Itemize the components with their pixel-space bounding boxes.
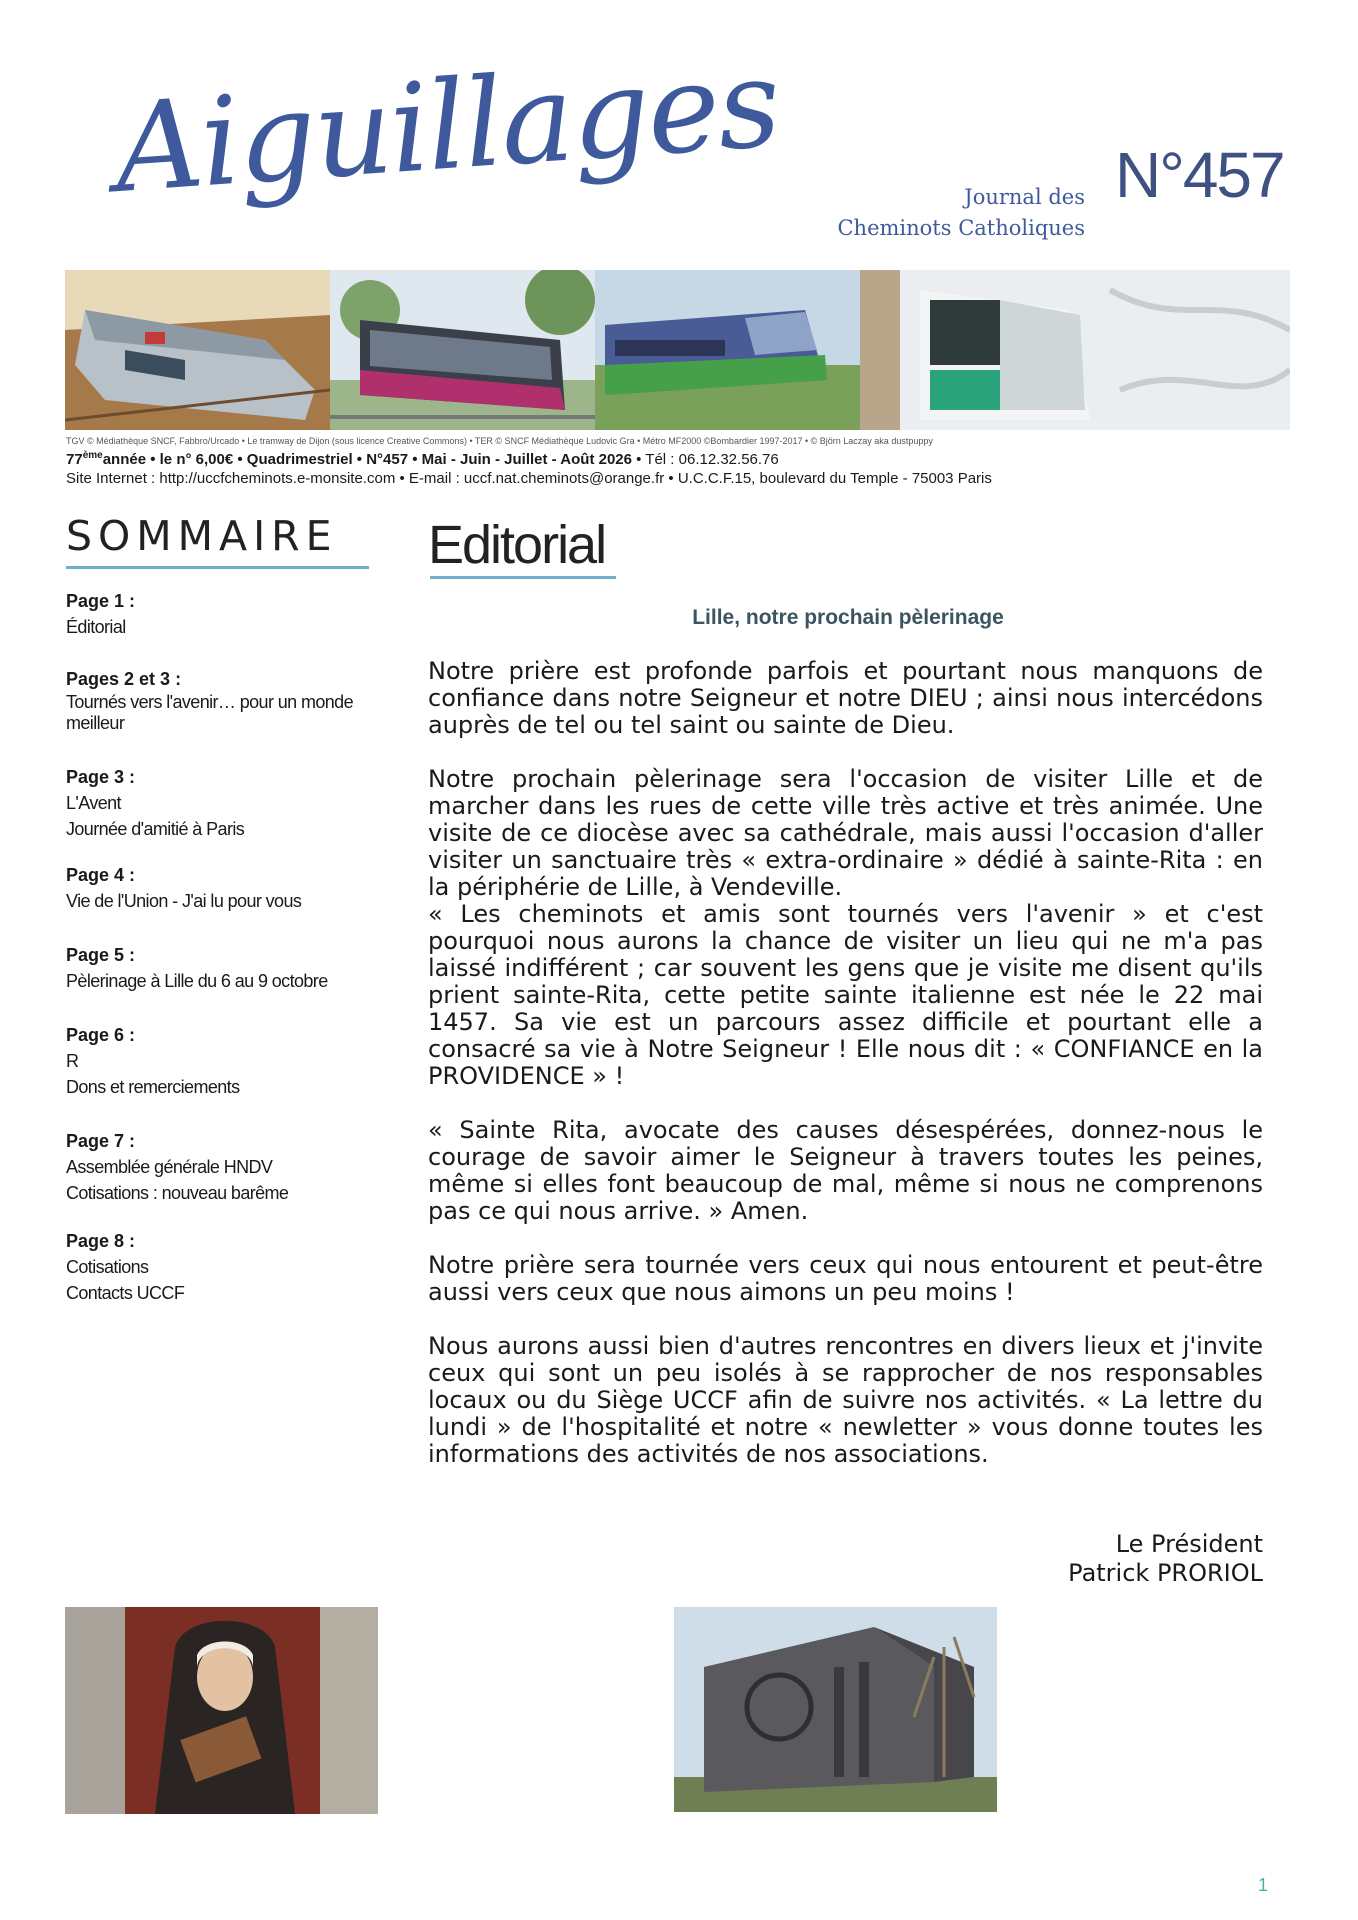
toc-page: Page 6 : bbox=[66, 1025, 136, 1045]
subtitle-line-2: Cheminots Catholiques bbox=[837, 216, 1085, 240]
signature bbox=[840, 1530, 1263, 1588]
signature-role: Le Président bbox=[1115, 1530, 1263, 1558]
year-suffix: ème bbox=[82, 450, 103, 461]
tgv-photo bbox=[65, 270, 330, 430]
toc-page: Pages 2 et 3 : bbox=[66, 669, 182, 689]
toc-line: Journée d'amitié à Paris bbox=[66, 819, 245, 839]
page-number: 1 bbox=[1258, 1875, 1269, 1895]
editorial-paragraph: « Sainte Rita, avocate des causes désespérées, donnez-nous le courage de savoir aimer le Seigneur à travers toutes les peines, même si elles font beaucoup de mal, même si nous ne comprenons pas ce qui nous arrive. » Amen. bbox=[428, 1116, 1263, 1225]
tramway-photo bbox=[330, 270, 595, 430]
sainte-rita-image bbox=[65, 1607, 378, 1814]
toc-page: Page 4 : bbox=[66, 865, 136, 885]
journal-logo: Aiguillages bbox=[110, 31, 783, 221]
contact-info[interactable]: Site Internet : http://uccfcheminots.e-monsite.com • E-mail : uccf.nat.cheminots@orange.fr • U.C.C.F.15, boulevard du Temple - 75003 Paris bbox=[66, 470, 992, 487]
toc-entry[interactable] bbox=[66, 1228, 386, 1306]
toc-line: Cotisations bbox=[66, 1257, 149, 1277]
editorial-paragraph: Nous aurons aussi bien d'autres rencontres en divers lieux et j'invite ceux qui sont un peu isolés à se rapprocher de nos responsables locaux ou du Siège UCCF afin de suivre nos activités. « La lettre du lundi » de l'hospitalité et notre « newletter » vous donne toutes les informations des activités de nos associations. bbox=[428, 1332, 1263, 1468]
toc-entry[interactable] bbox=[66, 588, 386, 640]
table-of-contents bbox=[66, 588, 386, 1326]
editorial-paragraph: Notre prochain pèlerinage sera l'occasion de visiter Lille et de marcher dans les rues de cette ville très active et très animée. Une visite de ce diocèse avec sa cathédrale, mais aussi l'occasion d'aller visiter un sanctuaire très « extra-ordinaire » dédié à sainte-Rita : en la périphérie de Lille, à Vendeville. bbox=[428, 765, 1263, 901]
sommaire-title: SOMMAIRE bbox=[66, 512, 338, 560]
editorial-subtitle: Lille, notre prochain pèlerinage bbox=[692, 606, 1004, 629]
toc-entry[interactable] bbox=[66, 862, 386, 914]
sommaire-underline bbox=[66, 566, 369, 569]
editorial-paragraph: Notre prière sera tournée vers ceux qui nous entourent et peut-être aussi vers ceux que nous aimons un peu moins ! bbox=[428, 1251, 1263, 1306]
editorial-body bbox=[428, 658, 1263, 1495]
toc-entry[interactable] bbox=[66, 1022, 386, 1100]
toc-line: L'Avent bbox=[66, 793, 121, 813]
toc-line: Pèlerinage à Lille du 6 au 9 octobre bbox=[66, 971, 328, 991]
toc-line: Éditorial bbox=[66, 617, 126, 637]
editorial-paragraph: Notre prière est profonde parfois et pourtant nous manquons de confiance dans notre Seigneur et notre DIEU ; ainsi nous intercédons auprès de tel ou tel saint ou sainte de Dieu. bbox=[428, 657, 1263, 739]
photo-credits: TGV © Médiathèque SNCF, Fabbro/Urcado • Le tramway de Dijon (sous licence Creative Commons) • TER © SNCF Médiathèque Ludovic Gra • Métro MF2000 ©Bombardier 1997-2017 • © Björn Laczay aka dustpuppy bbox=[66, 436, 933, 446]
toc-line: R bbox=[66, 1051, 79, 1071]
journal-subtitle bbox=[800, 182, 1085, 244]
phone-number: • Tél : 06.12.32.56.76 bbox=[631, 451, 779, 468]
photo-banner bbox=[65, 270, 1290, 430]
toc-page: Page 3 : bbox=[66, 767, 136, 787]
editorial-underline bbox=[430, 576, 616, 579]
toc-page: Page 7 : bbox=[66, 1131, 136, 1151]
toc-line: Dons et remerciements bbox=[66, 1077, 240, 1097]
ter-photo bbox=[595, 270, 860, 430]
subtitle-line-1: Journal des bbox=[964, 185, 1085, 209]
sanctuary-image bbox=[674, 1607, 997, 1812]
editorial-paragraph: « Les cheminots et amis sont tournés vers l'avenir » et c'est pourquoi nous aurons la chance de visiter un lieu qui ne m'a pas laissé indifférent ; car souvent les gens que je visite me disent qu'ils prient sainte-Rita, cette petite sainte italienne est née le 22 mai 1457. Sa vie est un parcours assez difficile et pourtant elle a consacré sa vie à Notre Seigneur ! Elle nous dit : « CONFIANCE en la PROVIDENCE » ! bbox=[428, 900, 1263, 1090]
toc-entry[interactable] bbox=[66, 764, 386, 842]
toc-page: Page 5 : bbox=[66, 945, 136, 965]
toc-line: Cotisations : nouveau barême bbox=[66, 1183, 289, 1203]
issue-number: N°457 bbox=[1115, 139, 1284, 211]
toc-line: Tournés vers l'avenir… pour un monde meilleur bbox=[66, 692, 353, 733]
toc-entry[interactable] bbox=[66, 666, 386, 734]
signature-name: Patrick PRORIOL bbox=[1068, 1559, 1263, 1587]
toc-line: Contacts UCCF bbox=[66, 1283, 185, 1303]
toc-page: Page 1 : bbox=[66, 591, 136, 611]
toc-line: Vie de l'Union - J'ai lu pour vous bbox=[66, 891, 302, 911]
toc-page: Page 8 : bbox=[66, 1231, 136, 1251]
editorial-title: Editorial bbox=[428, 515, 606, 575]
publication-info bbox=[66, 450, 779, 468]
toc-line: Assemblée générale HNDV bbox=[66, 1157, 273, 1177]
toc-entry[interactable] bbox=[66, 942, 386, 994]
year-number: 77 bbox=[66, 451, 83, 468]
publication-details: année • le n° 6,00€ • Quadrimestriel • N°457 • Mai - Juin - Juillet - Août 2026 bbox=[102, 451, 632, 468]
toc-entry[interactable] bbox=[66, 1128, 386, 1206]
metro-photo bbox=[860, 270, 1290, 430]
